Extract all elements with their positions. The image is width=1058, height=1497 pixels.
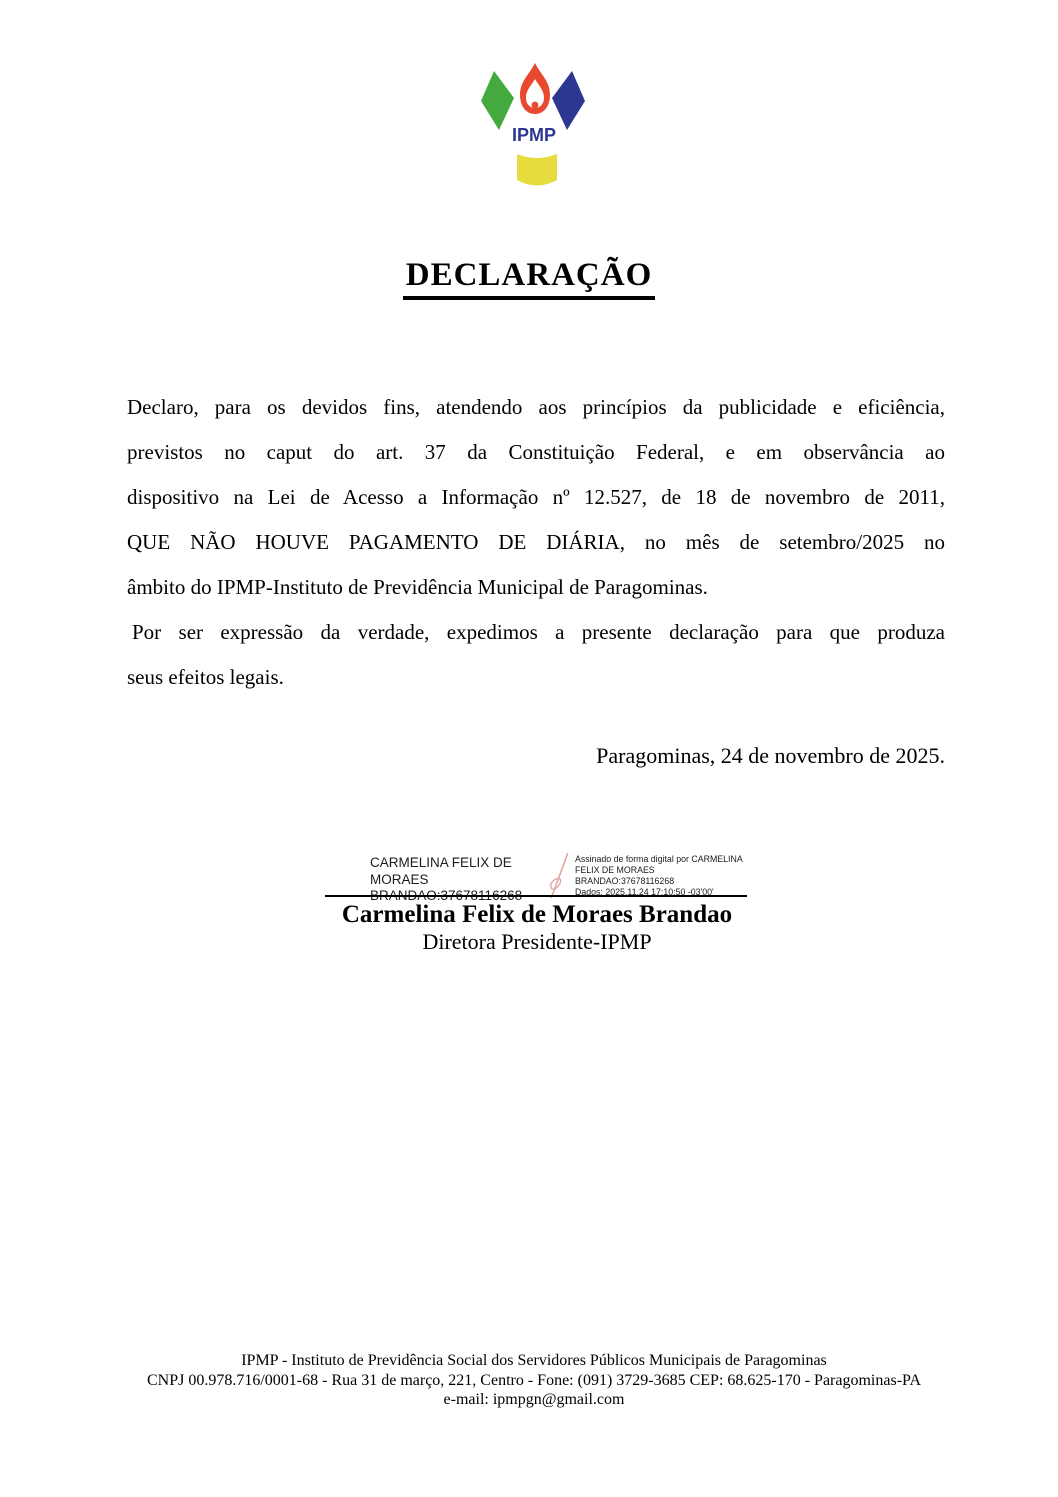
body-line: QUE NÃO HOUVE PAGAMENTO DE DIÁRIA, no mês de setembro/2025 no: [127, 530, 945, 554]
candle-shape: [517, 154, 557, 186]
stamp-signer-name-line: CARMELINA FELIX DE MORAES: [370, 855, 512, 887]
stamp-signer-name-line: BRANDAO:37678116268: [370, 888, 523, 903]
logo-green-shape: [481, 71, 514, 130]
flame-wick-dot: [532, 102, 539, 109]
stamp-details: [575, 851, 745, 898]
ipmp-logo: [481, 63, 585, 190]
stamp-details-line: FELIX DE MORAES BRANDAO:37678116268: [575, 865, 675, 886]
stamp-details-line: Assinado de forma digital por CARMELINA: [575, 854, 743, 864]
date-line: Paragominas, 24 de novembro de 2025.: [596, 743, 945, 768]
signature-line: [325, 895, 747, 897]
body-line: Declaro, para os devidos fins, atendendo aos princípios da publicidade e eficiência,: [127, 395, 945, 419]
title-row: [0, 257, 1058, 300]
footer-email: e-mail: ipmpgn@gmail.com: [443, 1391, 625, 1408]
body-line: dispositivo na Lei de Acesso a Informação nº 12.527, de 18 de novembro de 2011,: [127, 485, 945, 509]
document-title: DECLARAÇÃO: [403, 257, 656, 300]
body-line: Por ser expressão da verdade, expedimos a presente declaração para que produza: [132, 620, 945, 644]
document-body: [127, 385, 945, 700]
document-footer: [10, 1351, 1058, 1410]
footer-address: CNPJ 00.978.716/0001-68 - Rua 31 de março, 221, Centro - Fone: (091) 3729-3685 CEP: 68.625-170 - Paragominas-PA: [146, 1371, 921, 1389]
body-line: âmbito do IPMP-Instituto de Previdência Municipal de Paragominas.: [127, 575, 708, 599]
stamp-details-line: Dados: 2025.11.24 17:10:50 -03'00': [575, 887, 714, 897]
signature-flourish-icon: [546, 851, 572, 900]
body-line: previstos no caput do art. 37 da Constituição Federal, e em observância ao: [127, 440, 945, 464]
logo-blue-shape: [552, 71, 585, 130]
footer-institution: IPMP - Instituto de Previdência Social dos Servidores Públicos Municipais de Paragominas: [241, 1352, 827, 1369]
body-line: seus efeitos legais.: [127, 665, 284, 689]
logo-text: IPMP: [511, 125, 557, 145]
signer-role: Diretora Presidente-IPMP: [422, 929, 652, 954]
signer-name: Carmelina Felix de Moraes Brandao: [341, 901, 733, 928]
